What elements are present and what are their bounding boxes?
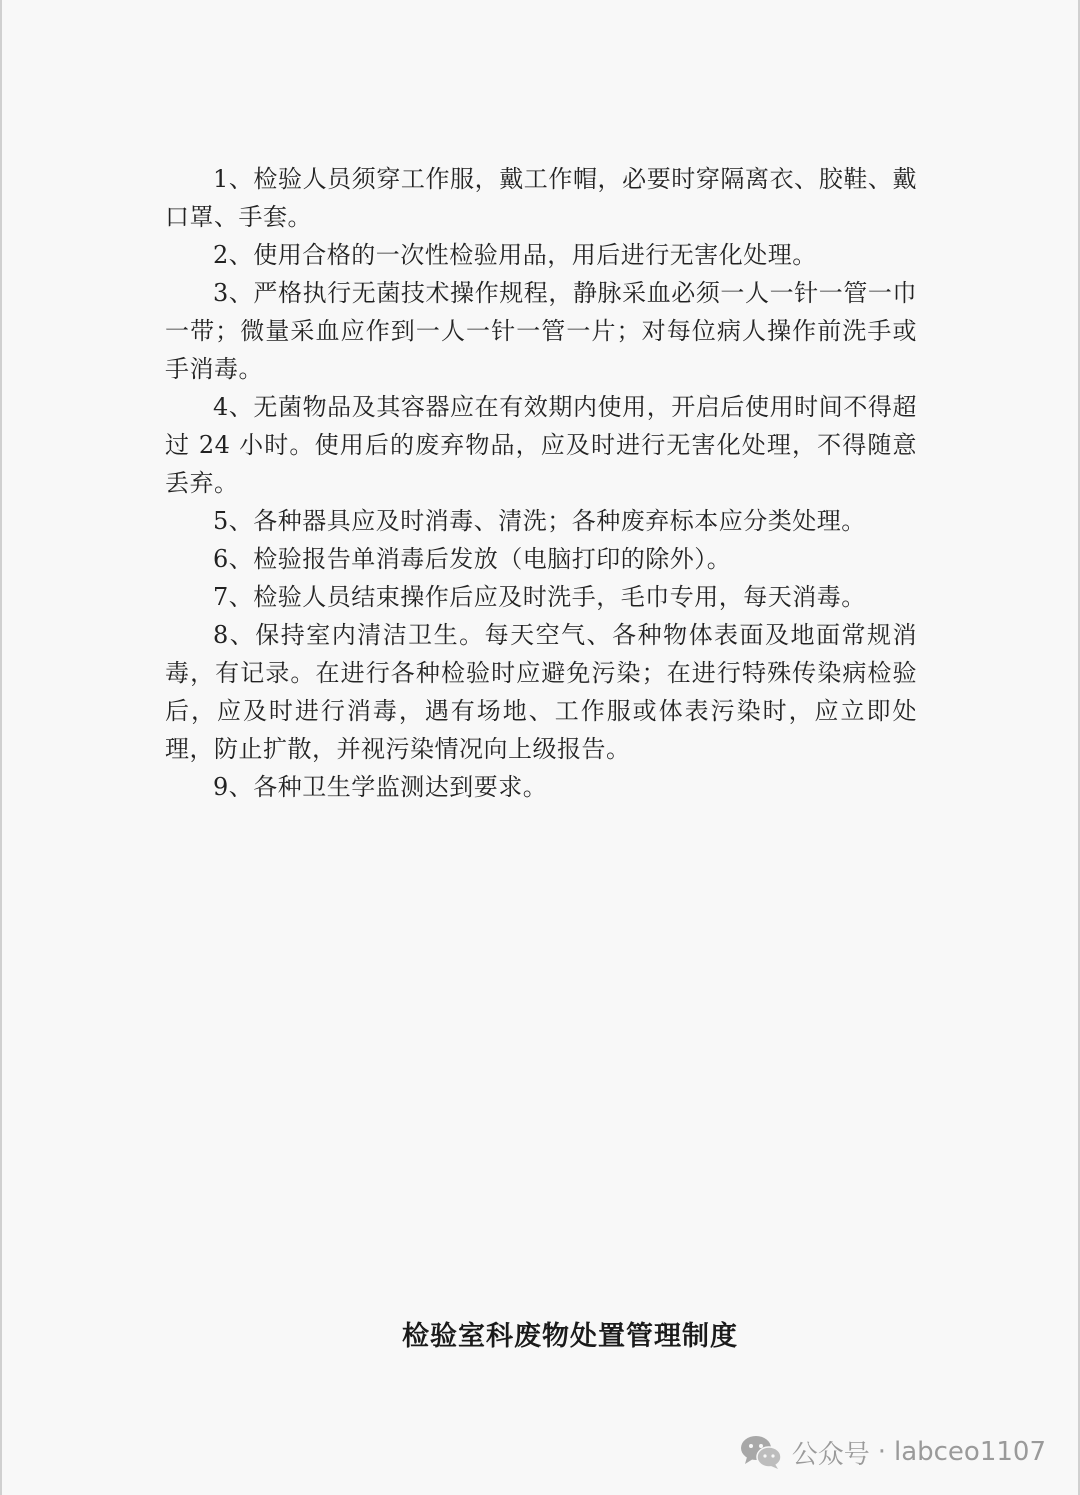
rules-list <box>165 160 917 806</box>
rule-item-1: 1、检验人员须穿工作服，戴工作帽，必要时穿隔离衣、胶鞋、戴口罩、手套。 <box>165 165 917 231</box>
page-border-left <box>0 0 2 1495</box>
rule-item-4: 4、无菌物品及其容器应在有效期内使用，开启后使用时间不得超过 24 小时。使用后的废弃物品，应及时进行无害化处理，不得随意丢弃。 <box>165 393 917 497</box>
rule-item-9: 9、各种卫生学监测达到要求。 <box>213 773 548 801</box>
rule-item-7: 7、检验人员结束操作后应及时洗手，毛巾专用，每天消毒。 <box>213 583 866 611</box>
wechat-icon <box>740 1434 782 1470</box>
rule-item-3: 3、严格执行无菌技术操作规程，静脉采血必须一人一针一管一巾一带；微量采血应作到一人一针一管一片；对每位病人操作前洗手或手消毒。 <box>165 279 917 383</box>
rule-item-6: 6、检验报告单消毒后发放（电脑打印的除外）。 <box>213 545 732 573</box>
rule-item-8: 8、保持室内清洁卫生。每天空气、各种物体表面及地面常规消毒，有记录。在进行各种检验时应避免污染；在进行特殊传染病检验后，应及时进行消毒，遇有场地、工作服或体表污染时，应立即处理，防止扩散，并视污染情况向上级报告。 <box>165 621 917 763</box>
watermark <box>740 1432 1046 1472</box>
watermark-account: labceo1107 <box>893 1437 1046 1467</box>
rule-item-2: 2、使用合格的一次性检验用品，用后进行无害化处理。 <box>213 241 817 269</box>
section-title: 检验室科废物处置管理制度 <box>402 1321 738 1352</box>
watermark-label: 公众号 <box>791 1439 870 1470</box>
watermark-separator: · <box>877 1437 886 1467</box>
rule-item-5: 5、各种器具应及时消毒、清洗；各种废弃标本应分类处理。 <box>213 507 866 535</box>
